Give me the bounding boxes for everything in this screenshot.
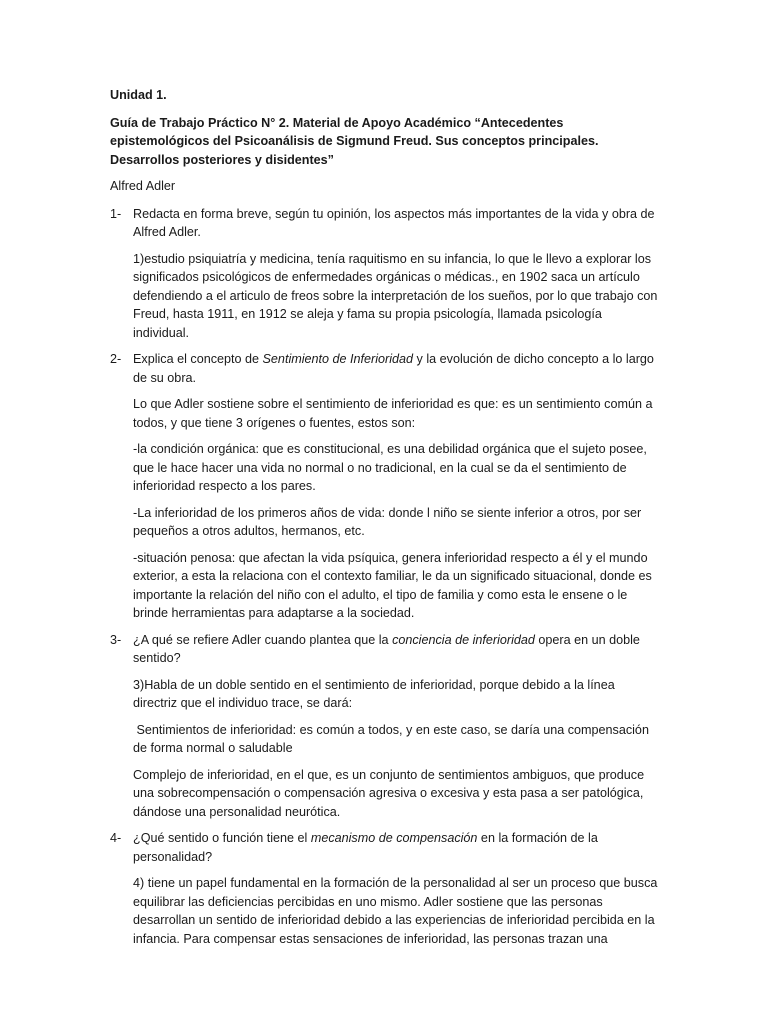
- answer-paragraph: Lo que Adler sostiene sobre el sentimiento de inferioridad es que: es un sentimiento común a todos, y que tiene 3 orígenes o fuentes, estos son:: [133, 397, 653, 430]
- answer-paragraph: -la condición orgánica: que es constitucional, es una debilidad orgánica que el sujeto posee, que le hace hacer una vida no normal o no tradicional, en la cual se da el sentimiento de inferioridad respecto a los pares.: [133, 442, 647, 493]
- guide-title: Guía de Trabajo Práctico N° 2. Material de Apoyo Académico “Antecedentes epistemológicos del Psicoanálisis de Sigmund Freud. Sus conceptos principales. Desarrollos posteriores y disidentes”: [110, 115, 599, 167]
- question-number: 1-: [110, 206, 122, 221]
- question-text-start: ¿Qué sentido o función tiene el: [133, 831, 311, 845]
- document-body: [110, 86, 658, 956]
- question-3: [110, 631, 658, 668]
- question-text-start: Explica el concepto de: [133, 352, 263, 366]
- question-number: 3-: [110, 632, 122, 647]
- answer-paragraph: -La inferioridad de los primeros años de vida: donde l niño se siente inferior a otros, por ser pequeños a otros adultos, hermanos, etc.: [133, 505, 642, 538]
- answer-paragraph: 4) tiene un papel fundamental en la formación de la personalidad al ser un proceso que busca equilibrar las deficiencias percibidas en uno mismo. Adler sostiene que las personas desarrollan un sentido de inferioridad debido a las experiencias de inferioridad percibida en la infancia. Para compensar estas sensaciones de inferioridad, las personas trazan una: [133, 876, 658, 946]
- question-text-start: ¿A qué se refiere Adler cuando plantea que la: [133, 632, 393, 647]
- answer-paragraph: Sentimientos de inferioridad: es común a todos, y en este caso, se daría una compensación de forma normal o saludable: [133, 722, 653, 755]
- question-number: 4-: [110, 831, 122, 845]
- answer-paragraph: 3)Habla de un doble sentido en el sentimiento de inferioridad, porque debido a la línea directriz que el individuo trace, se dará:: [133, 677, 615, 710]
- answer-paragraph: 1)estudio psiquiatría y medicina, tenía raquitismo en su infancia, lo que le llevo a explorar los significados psicológicos de enfermedades orgánicas o médicas., en 1902 saca un artículo defendiendo a el articulo de freos sobre la interpretación de los sueños, por lo que trabajo con Freud, hasta 1911, en 1912 se aleja y fama su propia psicología, llamada psicología individual.: [133, 251, 658, 340]
- question-text-italic: conciencia de inferioridad: [392, 632, 535, 647]
- question-4: [110, 829, 658, 866]
- author-heading: Alfred Adler: [110, 179, 176, 193]
- question-text-italic: Sentimiento de Inferioridad: [262, 352, 414, 366]
- question-text-end: opera en un doble sentido?: [133, 632, 640, 665]
- question-1: [110, 205, 658, 242]
- question-2: [110, 350, 658, 387]
- unit-title: Unidad 1.: [110, 88, 167, 102]
- question-number: 2-: [110, 352, 122, 366]
- question-text: Redacta en forma breve, según tu opinión, los aspectos más importantes de la vida y obra de Alfred Adler.: [133, 206, 655, 239]
- question-text-end: y la evolución de dicho concepto a lo largo de su obra.: [133, 352, 654, 385]
- question-text-end: en la formación de la personalidad?: [133, 831, 598, 864]
- answer-paragraph: Complejo de inferioridad, en el que, es un conjunto de sentimientos ambiguos, que produce una sobrecompensación o compensación agresiva o excesiva y esta pasa a ser patológica, dándose una personalidad neurótica.: [133, 767, 645, 819]
- question-text-italic: mecanismo de compensación: [310, 831, 478, 845]
- answer-paragraph: -situación penosa: que afectan la vida psíquica, genera inferioridad respecto a él y el mundo exterior, a esta la relaciona con el contexto familiar, le da un significado situacional, donde es importante la relación del niño con el adulto, el tipo de familia y como esta le ensene o le brinde herramientas para adaptarse a la sociedad.: [133, 550, 652, 620]
